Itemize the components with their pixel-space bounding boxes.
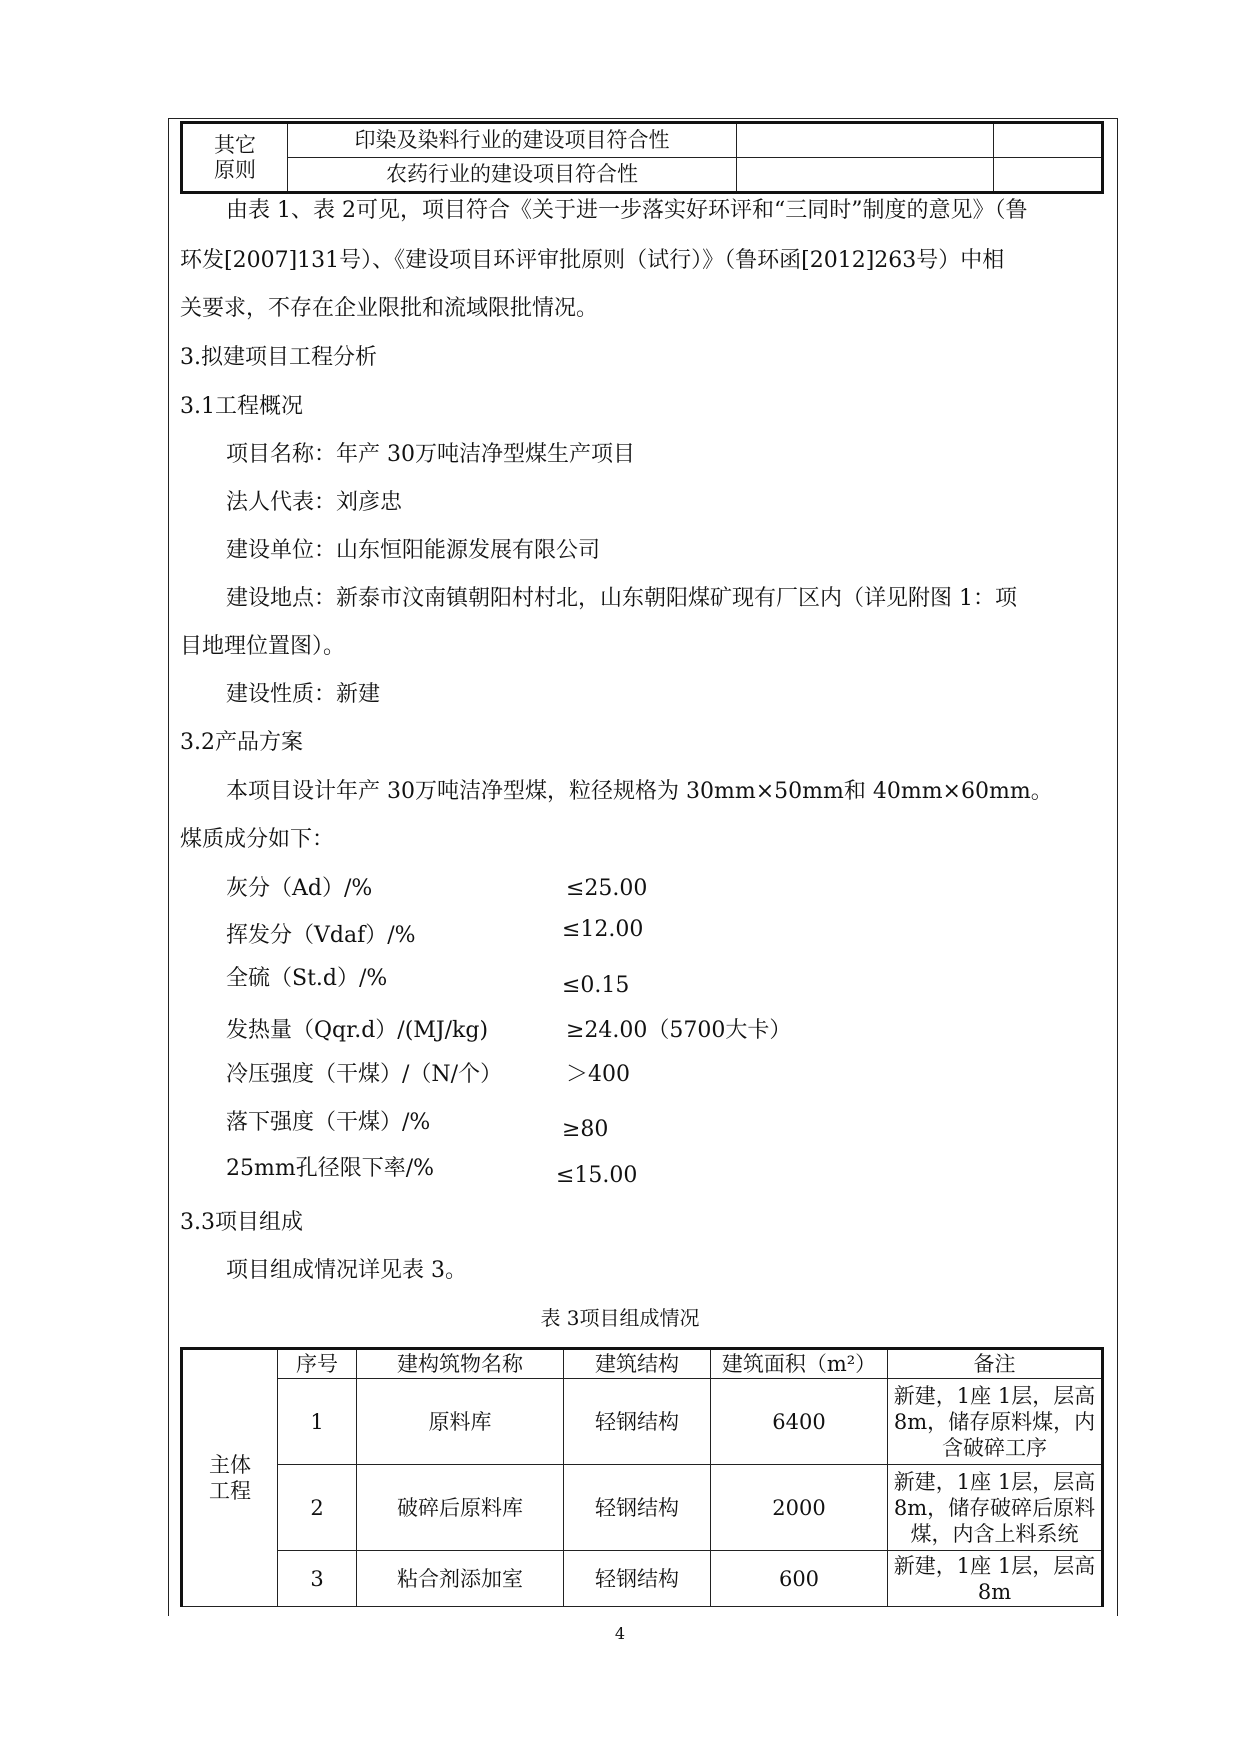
building-note: 新建，1座 1层，层高 8m，储存破碎后原料煤，内含上料系统 bbox=[888, 1465, 1103, 1551]
composition-note: 项目组成情况详见表 3。 bbox=[226, 1258, 467, 1283]
row-number: 1 bbox=[278, 1379, 357, 1465]
spec-value: ≥24.00（5700大卡） bbox=[566, 1018, 792, 1043]
category-cell: 其它 原则 bbox=[182, 123, 288, 193]
table-row bbox=[182, 1379, 1103, 1465]
spec-value: ≤0.15 bbox=[562, 973, 630, 998]
building-name: 原料库 bbox=[357, 1379, 564, 1465]
product-line-1: 本项目设计年产 30万吨洁净型煤，粒径规格为 30mm×50mm和 40mm×60mm。 bbox=[226, 779, 1053, 804]
building-name: 粘合剂添加室 bbox=[357, 1551, 564, 1607]
row-number: 3 bbox=[278, 1551, 357, 1607]
spec-value: ≤25.00 bbox=[566, 876, 648, 901]
criterion-cell: 印染及染料行业的建设项目符合性 bbox=[288, 123, 737, 158]
row-number: 2 bbox=[278, 1465, 357, 1551]
spec-label: 落下强度（干煤）/% bbox=[226, 1110, 431, 1135]
compliance-table-tail bbox=[180, 121, 1104, 194]
building-note: 新建，1座 1层，层高 8m，储存原料煤，内含破碎工序 bbox=[888, 1379, 1103, 1465]
spec-label: 全硫（St.d）/% bbox=[226, 966, 388, 991]
building-area: 6400 bbox=[711, 1379, 888, 1465]
column-header: 建构筑物名称 bbox=[357, 1349, 564, 1379]
empty-cell bbox=[994, 158, 1103, 193]
project-composition-table bbox=[180, 1347, 1104, 1607]
spec-value: ≤12.00 bbox=[562, 917, 644, 942]
column-header: 序号 bbox=[278, 1349, 357, 1379]
legal-representative: 法人代表：刘彦忠 bbox=[226, 490, 403, 515]
spec-value: ≤15.00 bbox=[556, 1163, 638, 1188]
empty-cell bbox=[994, 123, 1103, 158]
section-heading: 3.2产品方案 bbox=[180, 730, 303, 755]
spec-label: 25mm孔径限下率/% bbox=[226, 1156, 435, 1181]
product-line-2: 煤质成分如下： bbox=[180, 827, 335, 852]
spec-value: ＞400 bbox=[566, 1062, 630, 1087]
intro-line-1: 由表 1、表 2可见，项目符合《关于进一步落实好环评和“三同时”制度的意见》（鲁 bbox=[226, 198, 1028, 223]
spec-label: 挥发分（Vdaf）/% bbox=[226, 923, 416, 948]
section-heading: 3.1工程概况 bbox=[180, 394, 303, 419]
construction-location-line-1: 建设地点：新泰市汶南镇朝阳村村北，山东朝阳煤矿现有厂区内（详见附图 1：项 bbox=[226, 586, 1017, 611]
table-caption: 表 3项目组成情况 bbox=[540, 1306, 700, 1330]
project-name: 项目名称：年产 30万吨洁净型煤生产项目 bbox=[226, 442, 635, 467]
building-area: 600 bbox=[711, 1551, 888, 1607]
spec-label: 灰分（Ad）/% bbox=[226, 876, 373, 901]
intro-line-3: 关要求，不存在企业限批和流域限批情况。 bbox=[180, 296, 599, 321]
column-header: 建筑面积（m²） bbox=[711, 1349, 888, 1379]
section-heading: 3.拟建项目工程分析 bbox=[180, 345, 377, 370]
building-note: 新建，1座 1层，层高 8m bbox=[888, 1551, 1103, 1607]
construction-nature: 建设性质：新建 bbox=[226, 682, 381, 707]
building-structure: 轻钢结构 bbox=[564, 1465, 711, 1551]
spec-label: 冷压强度（干煤）/（N/个） bbox=[226, 1062, 503, 1087]
empty-cell bbox=[737, 123, 994, 158]
table-row bbox=[182, 158, 1103, 193]
table-row bbox=[182, 123, 1103, 158]
building-structure: 轻钢结构 bbox=[564, 1379, 711, 1465]
table-header-row bbox=[182, 1349, 1103, 1379]
construction-location-line-2: 目地理位置图）。 bbox=[180, 634, 346, 659]
empty-cell bbox=[737, 158, 994, 193]
section-heading: 3.3项目组成 bbox=[180, 1210, 303, 1235]
construction-unit: 建设单位：山东恒阳能源发展有限公司 bbox=[226, 538, 601, 563]
page-number: 4 bbox=[614, 1624, 626, 1643]
group-cell: 主体 工程 bbox=[182, 1349, 278, 1607]
intro-line-2: 环发[2007]131号）、《建设项目环评审批原则（试行）》（鲁环函[2012]263号）中相 bbox=[180, 248, 1005, 273]
column-header: 备注 bbox=[888, 1349, 1103, 1379]
table-row bbox=[182, 1551, 1103, 1607]
table-row bbox=[182, 1465, 1103, 1551]
building-name: 破碎后原料库 bbox=[357, 1465, 564, 1551]
column-header: 建筑结构 bbox=[564, 1349, 711, 1379]
criterion-cell: 农药行业的建设项目符合性 bbox=[288, 158, 737, 193]
spec-value: ≥80 bbox=[562, 1117, 609, 1142]
spec-label: 发热量（Qqr.d）/(MJ/kg) bbox=[226, 1018, 489, 1043]
building-structure: 轻钢结构 bbox=[564, 1551, 711, 1607]
building-area: 2000 bbox=[711, 1465, 888, 1551]
